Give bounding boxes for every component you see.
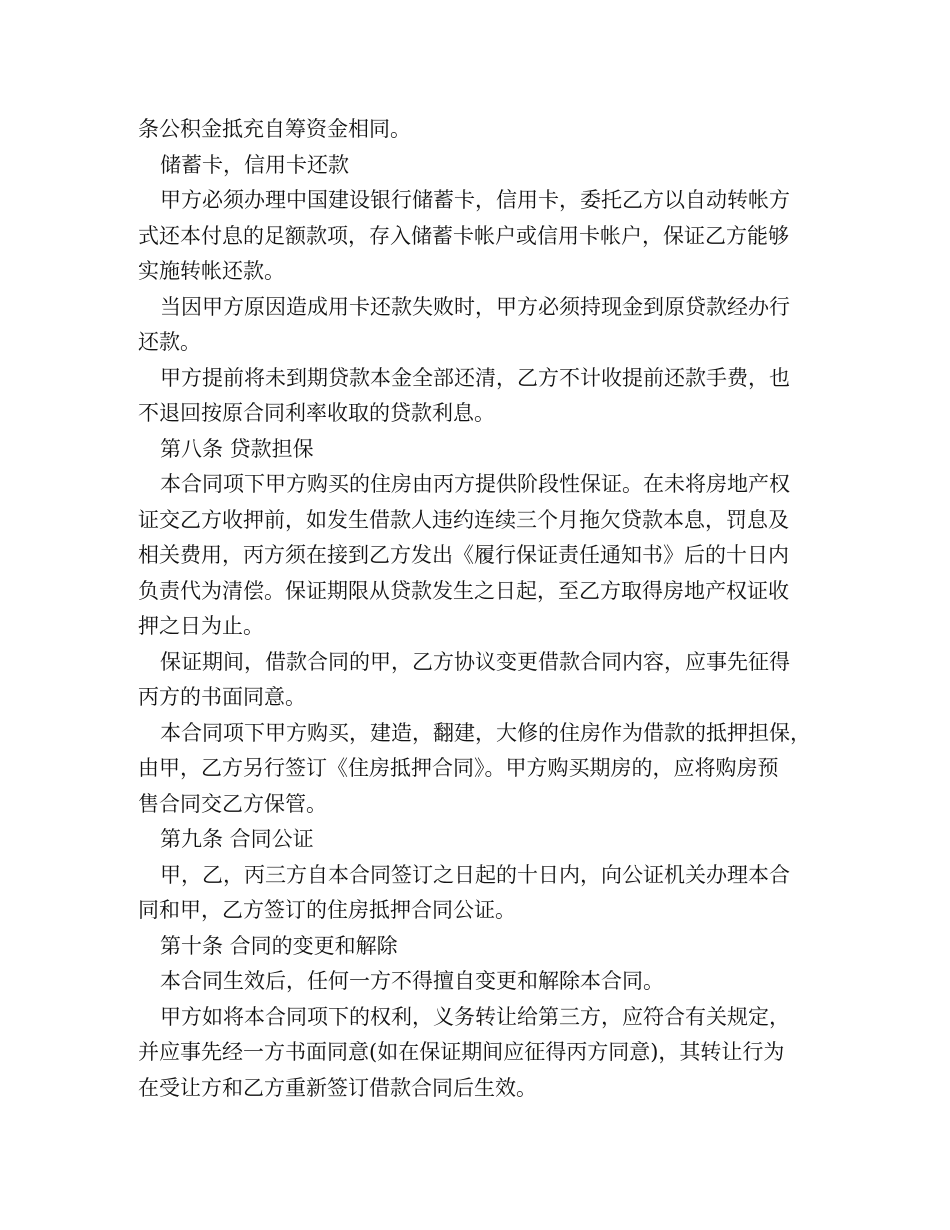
text-line: 式还本付息的足额款项，存入储蓄卡帐户或信用卡帐户，保证乙方能够 [138,223,789,248]
text-line: 在受让方和乙方重新签订借款合同后生效。 [138,1075,537,1100]
text-line: 相关费用，丙方须在接到乙方发出《履行保证责任通知书》后的十日内 [138,543,789,567]
text-line: 甲方必须办理中国建设银行储蓄卡，信用卡，委托乙方以自动转帐方 [160,188,790,212]
text-line: 甲，乙，丙三方自本合同签订之日起的十日内，向公证机关办理本合 [160,862,790,887]
section-heading: 第九条 合同公证 [160,827,314,851]
text-line: 本合同项下甲方购买，建造，翻建，大修的住房作为借款的抵押担保， [160,720,811,745]
text-line: 当因甲方原因造成用卡还款失败时，甲方必须持现金到原贷款经办行 [160,294,790,319]
text-line: 甲方如将本合同项下的权利，义务转让给第三方，应符合有关规定， [160,1004,790,1029]
document-body [138,112,828,1106]
text-line: 甲方提前将未到期贷款本金全部还清，乙方不计收提前还款手费，也 [160,365,790,390]
text-line: 同和甲，乙方签订的住房抵押合同公证。 [138,898,516,922]
section-heading: 第十条 合同的变更和解除 [160,933,398,958]
text-line: 丙方的书面同意。 [138,685,306,709]
text-line: 本合同项下甲方购买的住房由丙方提供阶段性保证。在未将房地产权 [160,472,790,496]
text-line: 条公积金抵充自筹资金相同。 [138,117,411,141]
text-line: 保证期间，借款合同的甲，乙方协议变更借款合同内容，应事先征得 [160,649,790,674]
text-line: 由甲，乙方另行签订《住房抵押合同》。甲方购买期房的，应将购房预 [138,756,779,780]
text-line: 售合同交乙方保管。 [138,791,327,816]
text-line: 还款。 [138,330,201,354]
text-line: 不退回按原合同利率收取的贷款利息。 [138,401,495,425]
text-line: 本合同生效后，任何一方不得擅自变更和解除本合同。 [160,969,664,993]
text-line: 储蓄卡，信用卡还款 [160,152,349,177]
text-line: 实施转帐还款。 [138,259,285,283]
text-line: 押之日为止。 [138,614,264,638]
text-line: 负责代为清偿。保证期限从贷款发生之日起，至乙方取得房地产权证收 [138,578,789,603]
text-line: 证交乙方收押前，如发生借款人违约连续三个月拖欠贷款本息，罚息及 [138,507,789,532]
text-line: 并应事先经一方书面同意(如在保证期间应征得丙方同意)，其转让行为 [138,1040,785,1064]
section-heading: 第八条 贷款担保 [160,436,314,461]
